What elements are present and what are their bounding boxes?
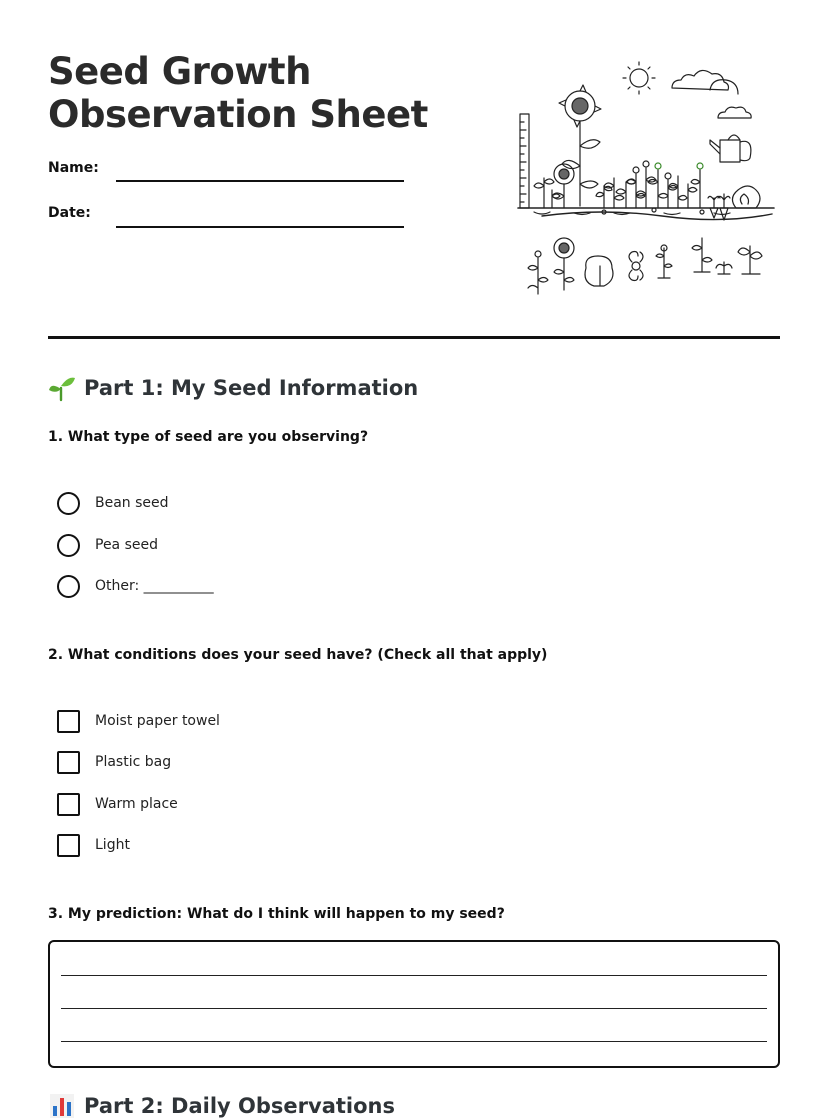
sun-icon [623,62,655,94]
page-title [48,50,468,136]
part1-heading [48,374,418,402]
question-1: 1. What type of seed are you observing? [48,429,369,445]
radio-option-pea[interactable] [57,533,158,557]
ruler-icon [520,114,529,208]
bar-chart-icon [48,1092,76,1118]
cloud-icon [672,70,751,118]
option-label: Plastic bag [95,754,172,770]
option-label: Light [95,837,130,853]
title-line-1: Seed Growth [48,50,311,93]
answer-line [61,1008,767,1009]
name-field[interactable] [116,180,404,182]
checkbox[interactable] [57,793,80,816]
name-label: Name: [48,160,99,176]
option-label: Warm place [95,796,178,812]
seedling-icon [48,374,76,402]
answer-line [61,975,767,976]
option-label: Pea seed [95,537,158,553]
radio-button[interactable] [57,575,80,598]
sunflower-icon [559,85,601,206]
option-label: Moist paper towel [95,713,220,729]
checkbox-option-warm-place[interactable] [57,792,178,816]
part2-heading-text: Part 2: Daily Observations [84,1094,395,1118]
checkbox[interactable] [57,834,80,857]
date-label: Date: [48,205,91,221]
garden-illustration [514,56,776,298]
checkbox-option-moist-towel[interactable] [57,709,220,733]
checkbox[interactable] [57,710,80,733]
prediction-answer-box[interactable] [48,940,780,1068]
section-divider [48,336,780,339]
radio-button[interactable] [57,492,80,515]
checkbox[interactable] [57,751,80,774]
watering-can-icon [710,135,751,162]
title-line-2: Observation Sheet [48,93,428,136]
question-2: 2. What conditions does your seed have? (Check all that apply) [48,647,548,663]
answer-line [61,1041,767,1042]
part1-heading-text: Part 1: My Seed Information [84,376,419,400]
date-field[interactable] [116,226,404,228]
option-label: Other: __________ [95,578,214,594]
radio-option-bean[interactable] [57,491,169,515]
radio-button[interactable] [57,534,80,557]
option-label: Bean seed [95,495,169,511]
question-3: 3. My prediction: What do I think will happen to my seed? [48,906,505,922]
checkbox-option-light[interactable] [57,833,130,857]
radio-option-other[interactable] [57,574,214,598]
part2-heading [48,1092,395,1118]
checkbox-option-plastic-bag[interactable] [57,750,171,774]
